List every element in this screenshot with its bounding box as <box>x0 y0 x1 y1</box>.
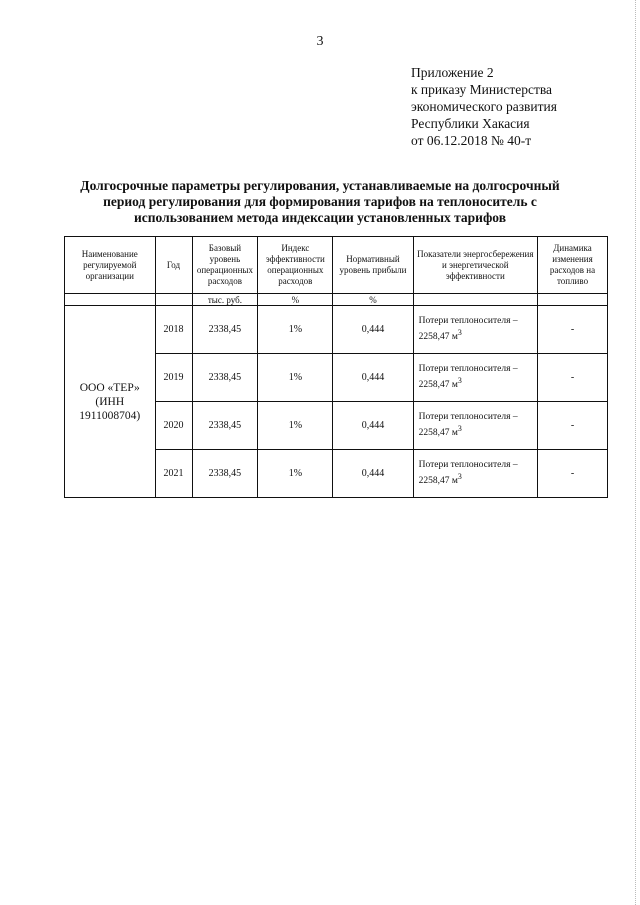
header-fuel-dynamics: Динамика изменения расходов на топливо <box>538 237 608 294</box>
cell-year: 2021 <box>155 450 192 498</box>
cell-fuel-dynamics: - <box>538 450 608 498</box>
cell-year: 2018 <box>155 306 192 354</box>
loss-unit-power: 3 <box>457 471 462 481</box>
loss-value: 2258,47 м <box>418 428 458 439</box>
cell-fuel-dynamics: - <box>538 402 608 450</box>
cell-year: 2020 <box>155 402 192 450</box>
loss-text: Потери теплоносителя – <box>418 363 518 374</box>
cell-fuel-dynamics: - <box>538 354 608 402</box>
cell-base-costs: 2338,45 <box>192 402 258 450</box>
org-name-line: (ИНН <box>95 395 125 408</box>
org-name-cell <box>65 306 156 498</box>
cell-profit-level: 0,444 <box>333 306 413 354</box>
loss-value-line <box>419 327 535 343</box>
appendix-line: экономического развития <box>411 99 557 114</box>
units-empty <box>155 294 192 306</box>
units-base: тыс. руб. <box>192 294 258 306</box>
units-empty <box>65 294 156 306</box>
units-empty <box>538 294 608 306</box>
scan-edge-line <box>634 0 636 905</box>
header-base-costs: Базовый уровень операционных расходов <box>192 237 258 294</box>
org-name-line: ООО «ТЕР» <box>79 381 140 394</box>
appendix-line: Приложение 2 <box>411 65 494 80</box>
cell-fuel-dynamics: - <box>538 306 608 354</box>
cell-efficiency-index: 1% <box>258 402 333 450</box>
cell-efficiency-index: 1% <box>258 306 333 354</box>
cell-energy-indicator <box>413 450 537 498</box>
cell-efficiency-index: 1% <box>258 354 333 402</box>
loss-value: 2258,47 м <box>418 380 458 391</box>
header-energy-indicators: Показатели энергосбережения и энергетической эффективности <box>413 237 537 294</box>
title-line: период регулирования для формирования тарифов на теплоноситель с <box>103 194 537 209</box>
table-units-row <box>65 294 608 306</box>
cell-profit-level: 0,444 <box>333 450 413 498</box>
cell-year: 2019 <box>155 354 192 402</box>
title-line: использованием метода индексации установленных тарифов <box>134 210 506 225</box>
units-index: % <box>258 294 333 306</box>
loss-unit-power: 3 <box>457 423 462 433</box>
header-org: Наименование регулируемой организации <box>65 237 156 294</box>
loss-text: Потери теплоносителя – <box>418 411 518 422</box>
units-profit: % <box>333 294 413 306</box>
cell-profit-level: 0,444 <box>333 354 413 402</box>
loss-unit-power: 3 <box>457 375 462 385</box>
loss-text: Потери теплоносителя – <box>418 459 518 470</box>
title-line: Долгосрочные параметры регулирования, устанавливаемые на долгосрочный <box>80 178 560 193</box>
cell-energy-indicator <box>413 306 537 354</box>
parameters-table <box>64 236 608 498</box>
appendix-line: Республики Хакасия <box>411 116 530 131</box>
header-profit-level: Нормативный уровень прибыли <box>333 237 413 294</box>
header-efficiency-index: Индекс эффективности операционных расходов <box>258 237 333 294</box>
document-title <box>70 178 570 226</box>
cell-base-costs: 2338,45 <box>192 354 258 402</box>
table-header-row <box>65 237 608 294</box>
appendix-block <box>411 64 557 149</box>
cell-energy-indicator <box>413 354 537 402</box>
loss-value: 2258,47 м <box>418 476 458 487</box>
appendix-line: от 06.12.2018 № 40-т <box>411 133 532 148</box>
loss-unit-power: 3 <box>457 327 462 337</box>
loss-value-line <box>419 375 535 391</box>
units-empty <box>413 294 537 306</box>
appendix-line: к приказу Министерства <box>411 82 553 97</box>
loss-value-line <box>419 471 535 487</box>
cell-profit-level: 0,444 <box>333 402 413 450</box>
org-name-line: 1911008704) <box>79 409 141 422</box>
cell-energy-indicator <box>413 402 537 450</box>
loss-value: 2258,47 м <box>418 332 458 343</box>
header-year: Год <box>155 237 192 294</box>
loss-text: Потери теплоносителя – <box>418 315 518 326</box>
cell-efficiency-index: 1% <box>258 450 333 498</box>
cell-base-costs: 2338,45 <box>192 450 258 498</box>
cell-base-costs: 2338,45 <box>192 306 258 354</box>
loss-value-line <box>419 423 535 439</box>
table-row <box>65 306 608 354</box>
page-number: 3 <box>316 34 324 49</box>
